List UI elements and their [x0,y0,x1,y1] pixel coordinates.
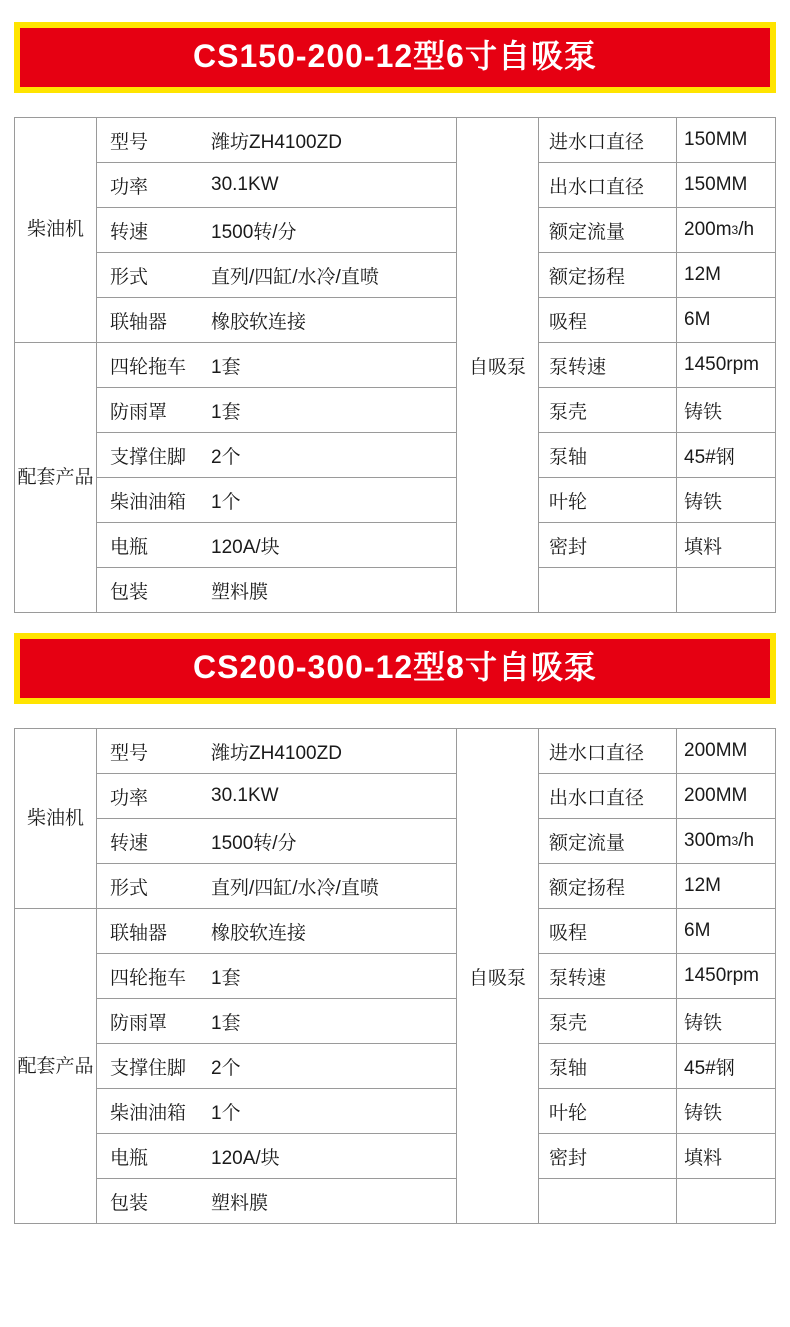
row-value [677,1179,776,1223]
row-value: 6M [677,298,776,342]
table-row [97,1179,457,1224]
table-row [97,478,457,523]
table-row [97,774,457,819]
row-value: 150MM [677,118,776,162]
row-key [539,568,677,612]
table-row [539,1089,776,1134]
row-value: 塑料膜 [209,568,457,612]
row-value: 橡胶软连接 [209,909,457,953]
row-value: 1套 [209,954,457,998]
group-engine-1 [15,118,457,343]
row-key: 包装 [110,581,149,603]
row-key: 电瓶 [110,536,149,558]
group-label-accessories-1 [15,343,97,613]
row-value: 2个 [209,1044,457,1088]
row-key: 联轴器 [110,311,168,333]
row-value: 铸铁 [677,478,776,522]
row-value: 1套 [209,388,457,432]
row-value: 200MM [677,729,776,773]
row-key: 进水口直径 [539,729,677,773]
row-value: 120A/块 [209,1134,457,1178]
group-accessories-1 [15,343,457,613]
row-value: 潍坊ZH4100ZD [209,729,457,773]
table-row [539,954,776,999]
row-key: 柴油油箱 [110,1102,187,1124]
row-value-flow: 200m 3 /h [677,208,776,252]
group-label-line-2: 产品 [55,466,94,488]
group-label-pump-2: 自吸泵 [457,729,539,1224]
product-title-2: CS200-300-12型8寸自吸泵 [20,639,770,698]
row-value: 1个 [209,1089,457,1133]
table-row [97,1089,457,1134]
row-key: 形式 [110,877,149,899]
row-key: 型号 [110,131,149,153]
row-value: 12M [677,253,776,297]
table-row [97,433,457,478]
row-key: 额定流量 [539,208,677,252]
table-row [539,433,776,478]
spec-left-column-2 [15,729,457,1224]
row-key: 密封 [539,1134,677,1178]
group-rows-engine-1 [97,118,457,343]
row-value: 1500转/分 [209,208,457,252]
group-accessories-2 [15,909,457,1224]
spec-right-column-1 [457,118,776,613]
table-row [97,729,457,774]
row-value: 12M [677,864,776,908]
table-row-empty [539,1179,776,1224]
row-value: 30.1KW [209,774,457,818]
table-row [97,118,457,163]
table-row [539,774,776,819]
group-label-accessories-2 [15,909,97,1224]
group-rows-accessories-2 [97,909,457,1224]
table-row [539,1134,776,1179]
table-row [97,568,457,613]
row-value: 2个 [209,433,457,477]
row-key: 泵转速 [539,954,677,998]
table-row [539,388,776,433]
row-value [677,568,776,612]
row-key: 泵轴 [539,1044,677,1088]
row-key: 出水口直径 [539,774,677,818]
row-value: 1450rpm [677,343,776,387]
top-spacer [0,0,790,22]
table-row [539,999,776,1044]
group-rows-pump-1 [539,118,776,613]
row-value: 铸铁 [677,1089,776,1133]
row-key: 转速 [110,832,149,854]
table-row [97,343,457,388]
row-key: 泵转速 [539,343,677,387]
row-value: 45#钢 [677,433,776,477]
row-key: 支撑住脚 [110,446,187,468]
table-row [97,954,457,999]
row-key: 叶轮 [539,1089,677,1133]
row-key: 电瓶 [110,1147,149,1169]
table-row [97,523,457,568]
row-key: 额定流量 [539,819,677,863]
row-key: 进水口直径 [539,118,677,162]
table-row [97,909,457,954]
table-row [97,208,457,253]
row-key: 叶轮 [539,478,677,522]
spec-right-column-2 [457,729,776,1224]
table-row [97,999,457,1044]
row-key: 功率 [110,787,149,809]
row-value: 1500转/分 [209,819,457,863]
table-row [539,864,776,909]
row-key: 吸程 [539,909,677,953]
product-section-2 [0,633,790,1224]
row-key: 泵壳 [539,999,677,1043]
spec-table-2 [14,728,776,1224]
row-key: 支撑住脚 [110,1057,187,1079]
row-value: 填料 [677,1134,776,1178]
table-row [539,163,776,208]
group-rows-pump-2 [539,729,776,1224]
row-value: 1套 [209,343,457,387]
row-key: 额定扬程 [539,864,677,908]
group-label-engine-2: 柴油机 [15,729,97,909]
row-value: 铸铁 [677,388,776,432]
row-key: 转速 [110,221,149,243]
table-row [539,343,776,388]
table-row [539,729,776,774]
row-value: 150MM [677,163,776,207]
row-key: 型号 [110,742,149,764]
row-key: 形式 [110,266,149,288]
table-row [539,208,776,253]
row-key: 柴油油箱 [110,491,187,513]
table-row [97,298,457,343]
row-key: 防雨罩 [110,1012,168,1034]
table-row [539,523,776,568]
row-value: 直列/四缸/水冷/直喷 [209,864,457,908]
row-value: 30.1KW [209,163,457,207]
row-value: 120A/块 [209,523,457,567]
row-value: 直列/四缸/水冷/直喷 [209,253,457,297]
spec-left-column-1 [15,118,457,613]
row-key: 防雨罩 [110,401,168,423]
group-label-engine-1: 柴油机 [15,118,97,343]
table-row [97,253,457,298]
row-key [539,1179,677,1223]
banner-spacer-2 [0,704,790,728]
table-row [97,1044,457,1089]
group-label-line-1: 配套 [17,466,56,488]
row-key: 吸程 [539,298,677,342]
group-label-line-1: 配套 [17,1055,56,1077]
table-row [539,909,776,954]
product-title-1: CS150-200-12型6寸自吸泵 [20,28,770,87]
row-key: 密封 [539,523,677,567]
row-key: 额定扬程 [539,253,677,297]
table-row [97,819,457,864]
table-row [539,253,776,298]
banner-frame-2 [14,633,776,704]
row-value: 1套 [209,999,457,1043]
row-key: 泵轴 [539,433,677,477]
banner-spacer-1 [0,93,790,117]
row-key: 四轮拖车 [110,967,187,989]
product-section-1 [0,22,790,613]
row-value: 塑料膜 [209,1179,457,1223]
table-row [97,864,457,909]
row-value-flow: 300m 3 /h [677,819,776,863]
spec-table-1 [14,117,776,613]
table-row [539,1044,776,1089]
row-value: 200MM [677,774,776,818]
group-label-line-2: 产品 [55,1055,94,1077]
row-value: 铸铁 [677,999,776,1043]
row-value: 橡胶软连接 [209,298,457,342]
row-key: 功率 [110,176,149,198]
row-key: 出水口直径 [539,163,677,207]
row-key: 泵壳 [539,388,677,432]
group-label-pump-1: 自吸泵 [457,118,539,613]
group-engine-2 [15,729,457,909]
table-row [539,118,776,163]
table-row [539,478,776,523]
row-key: 联轴器 [110,922,168,944]
table-row [539,298,776,343]
table-row [97,1134,457,1179]
table-row [97,163,457,208]
row-key: 包装 [110,1192,149,1214]
section-gap [0,613,790,633]
row-value: 潍坊ZH4100ZD [209,118,457,162]
row-value: 45#钢 [677,1044,776,1088]
group-rows-engine-2 [97,729,457,909]
table-row-empty [539,568,776,613]
row-value: 1450rpm [677,954,776,998]
row-key: 四轮拖车 [110,356,187,378]
row-value: 1个 [209,478,457,522]
group-rows-accessories-1 [97,343,457,613]
row-value: 填料 [677,523,776,567]
table-row [539,819,776,864]
row-value: 6M [677,909,776,953]
table-row [97,388,457,433]
banner-frame-1 [14,22,776,93]
